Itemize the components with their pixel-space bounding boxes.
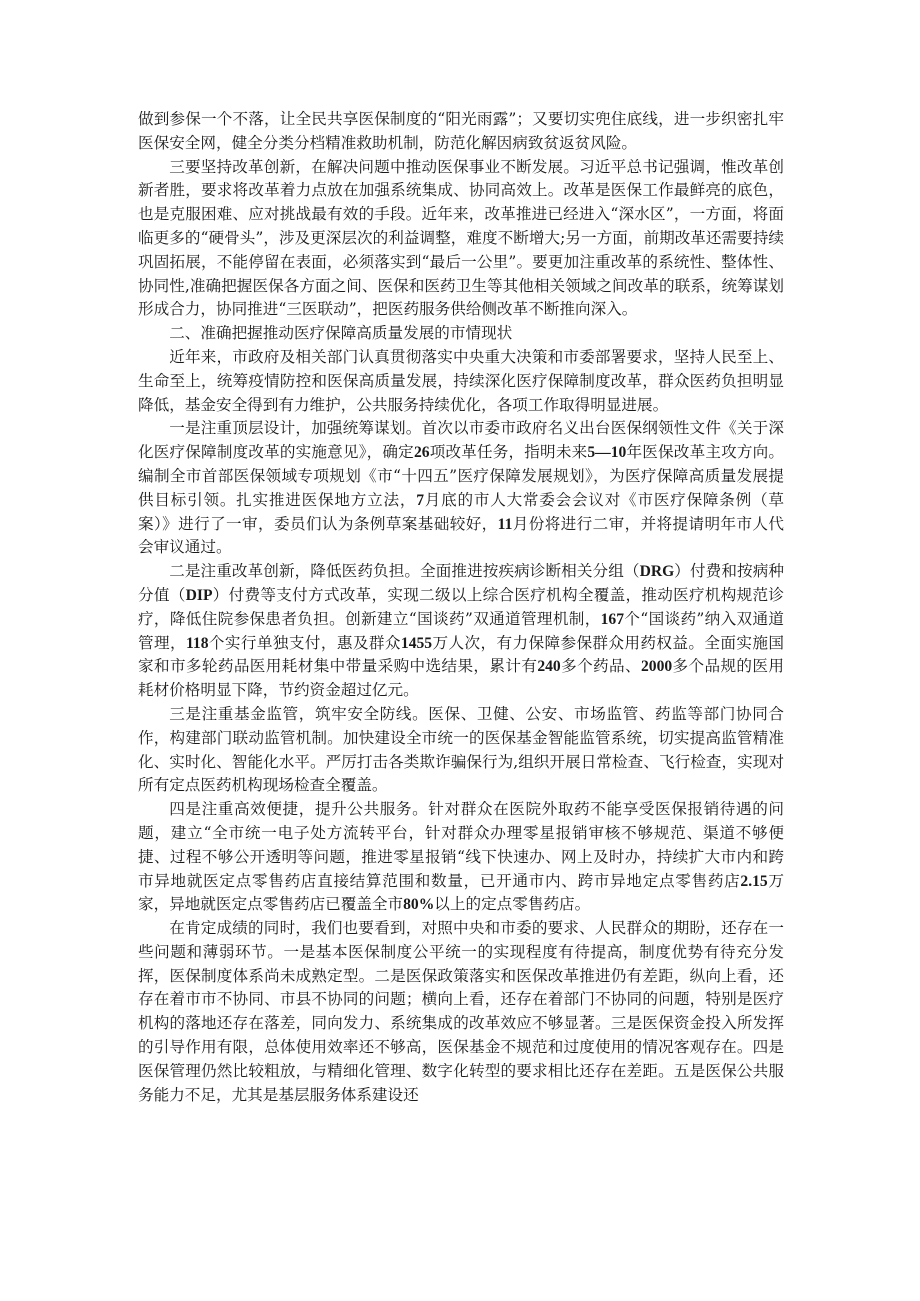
heading-text: 二、准确把握推动医疗保障高质量发展的市情现状 (169, 324, 513, 343)
bold-number: DRG (639, 563, 675, 581)
paragraph-text: 四是注重高效便捷，提升公共服务。针对群众在医院外取药不能享受医保报销待遇的问题，建立“全市统一电子处方流转平台，针对群众办理零星报销审核不够规范、渠道不够便捷、过程不够公开透明等问题，推进零星报销“线下快速办、网上及时办，持续扩大市内和跨市异地就医定点零售药店直接结算范围和数量，已开通市内、跨市异地定点零售药店 (138, 800, 784, 890)
paragraph-public-service (138, 798, 784, 917)
paragraph-text: 个“国谈药”纳入双通道管理， (138, 609, 784, 652)
document-page (138, 108, 784, 1107)
paragraph-text: 多个品规的医用耗材价格明显下降，节约资金超过亿元。 (138, 657, 784, 700)
bold-number: DIP (185, 586, 213, 604)
bold-number: 80% (403, 896, 435, 914)
paragraph-text: 万家，异地就医定点零售药店已覆盖全市 (138, 871, 784, 914)
paragraph-text: ）付费等支付方式改革，实现二级以上综合医疗机构全覆盖，推动医疗机构规范诊疗，降低住院参保患者负担。创新建立“国谈药”双通道管理机制， (138, 585, 784, 628)
paragraph-text: 近年来，市政府及相关部门认真贯彻落实中央重大决策和市委部署要求，坚持人民至上、生命至上，统筹疫情防控和医保高质量发展，持续深化医疗保障制度改革，群众医药负担明显降低，基金安全得到有力维护，公共服务持续优化，各项工作取得明显进展。 (138, 347, 784, 414)
bold-number: 167 (600, 610, 625, 628)
paragraph-text: 一是注重顶层设计，加强统筹谋划。首次以市委市政府名义出台医保纲领性文件《关于深化医疗保障制度改革的实施意见》，确定 (138, 419, 784, 462)
paragraph-text: 月底的市人大常委会会议对《市医疗保障条例（草案）》进行了一审，委员们认为条例草案基础较好， (138, 490, 784, 533)
bold-number: 11 (497, 515, 513, 533)
paragraph-reform-innovation (138, 156, 784, 323)
bold-number: 5—10 (587, 444, 627, 462)
bold-number: 118 (186, 634, 209, 652)
bold-number: 7 (416, 491, 424, 509)
paragraph-text: 以上的定点零售药店。 (434, 895, 591, 914)
paragraph-top-level-design (138, 417, 784, 560)
paragraph-text: 万人次，有力保障参保群众用药权益。全面实施国家和市多轮药品医用耗材集中带量采购中选结果，累计有 (138, 633, 784, 676)
paragraph-text: 三是注重基金监管，筑牢安全防线。医保、卫健、公安、市场监管、药监等部门协同合作，构建部门联动监管机制。加快建设全市统一的医保基金智能监管系统，切实提高监管精准化、实时化、智能化水平。严厉打击各类欺诈骗保行为,组织开展日常检查、飞行检查，实现对所有定点医药机构现场检查全覆盖。 (138, 704, 784, 795)
paragraph-text: ）付费和按病种分值（ (138, 562, 784, 604)
bold-number: 1455 (400, 634, 433, 652)
paragraph-text: 在肯定成绩的同时，我们也要看到，对照中央和市委的要求、人民群众的期盼，还存在一些问题和薄弱环节。一是基本医保制度公平统一的实现程度有待提高，制度优势有待充分发挥，医保制度体系尚未成熟定型。二是医保政策落实和医保改革推进仍有差距，纵向上看，还存在着市市不协同、市县不协同的问题；横向上看，还存在着部门不协同的问题，特别是医疗机构的落地还存在落差，同向发力、系统集成的改革效应不够显著。三是医保资金投入所发挥的引导作用有限，总体使用效率还不够高，医保基金不规范和过度使用的情况客观存在。四是医保管理仍然比较粗放，与精细化管理、数字化转型的要求相比还存在差距。五是医保公共服务能力不足，尤其是基层服务体系建设还 (138, 919, 784, 1104)
paragraph-text: 项改革任务，指明未来 (429, 443, 588, 462)
bold-number: 2000 (640, 658, 673, 676)
paragraph-text: 三要坚持改革创新，在解决问题中推动医保事业不断发展。习近平总书记强调，惟改革创新者胜，要求将改革着力点放在加强系统集成、协同高效上。改革是医保工作最鲜亮的底色，也是克服困难、应对挑战最有效的手段。近年来，改革推进已经进入“深水区”，一方面，将面临更多的“硬骨头”，涉及更深层次的利益调整，难度不断增大;另一方面，前期改革还需要持续巩固拓展，不能停留在表面，必须落实到“最后一公里”。要更加注重改革的系统性、整体性、协同性,准确把握医保各方面之间、医保和医药卫生等其他相关领域之间改革的联系，统筹谋划形成合力，协同推进“三医联动”，把医药服务供给侧改革不断推向深入。 (138, 157, 784, 319)
bold-number: 26 (413, 444, 430, 462)
paragraph-text: 个实行单独支付，惠及群众 (208, 633, 401, 652)
paragraph-text: 做到参保一个不落，让全民共享医保制度的“阳光雨露”；又要切实兜住底线，进一步织密扎牢医保安全网，健全分类分档精准救助机制，防范化解因病致贫返贫风险。 (138, 110, 784, 152)
paragraph-problems (138, 917, 784, 1107)
paragraph-reform-cost (138, 560, 784, 703)
bold-number: 2.15 (740, 872, 768, 890)
bold-number: 240 (537, 658, 561, 676)
paragraph-intro-continuation (138, 108, 784, 156)
paragraph-overview (138, 346, 784, 417)
paragraph-text: 年医保改革主攻方向。编制全市首部医保领域专项规划《市“十四五”医疗保障发展规划》，为医疗保障高质量发展提供目标引领。扎实推进医保地方立法， (138, 443, 784, 509)
paragraph-fund-supervision (138, 703, 784, 798)
paragraph-text: 二是注重改革创新，降低医药负担。全面推进按疾病诊断相关分组（ (169, 562, 640, 581)
section-heading-2 (138, 322, 784, 346)
paragraph-text: 月份将进行二审，并将提请明年市人代会审议通过。 (138, 514, 784, 557)
paragraph-text: 多个药品、 (560, 657, 641, 676)
